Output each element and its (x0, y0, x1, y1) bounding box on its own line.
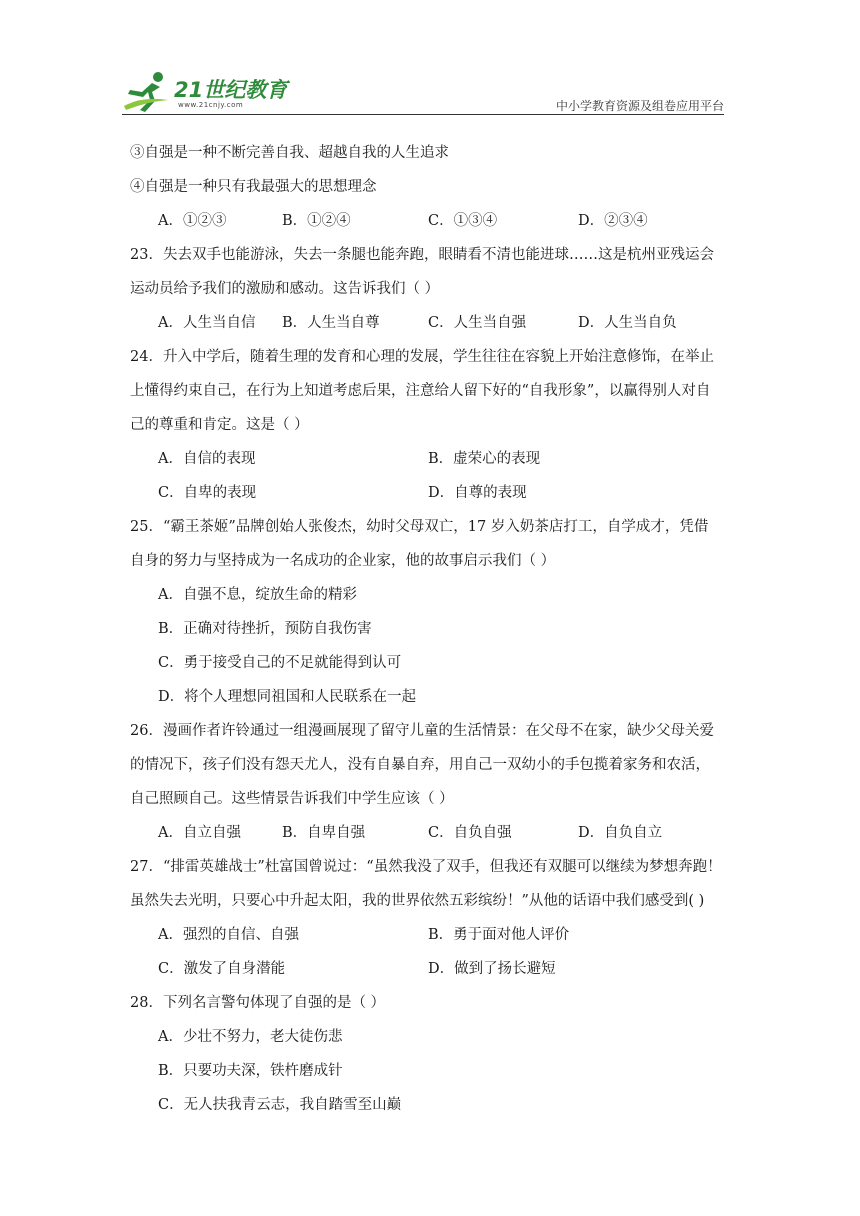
option-d: D．人生当自负 (578, 315, 677, 331)
logo-url: www.21cnjy.com (178, 101, 244, 109)
option-b: B．人生当自尊 (282, 315, 380, 331)
platform-name: 中小学教育资源及组卷应用平台 (555, 99, 724, 113)
statement-3: ③自强是一种不断完善自我、超越自我的人生追求 (130, 145, 449, 161)
q26-stem-line-2: 的情况下，孩子们没有怨天尤人，没有自暴自弃，用自己一双幼小的手包揽着家务和农活， (130, 757, 710, 773)
option-b: B．勇于面对他人评价 (428, 927, 570, 943)
q25-stem-line-2: 自身的努力与坚持成为一名成功的企业家，他的故事启示我们（ ） (130, 553, 556, 569)
statement-4: ④自强是一种只有我最强大的思想理念 (130, 179, 377, 195)
option-b: B．只要功夫深，铁杵磨成针 (158, 1063, 343, 1079)
option-a: A．少壮不努力，老大徒伤悲 (158, 1029, 343, 1045)
option-b: B．自卑自强 (282, 825, 366, 841)
q23-stem-line-2: 运动员给予我们的激励和感动。这告诉我们（ ） (130, 281, 440, 297)
option-d: D．做到了扬长避短 (428, 961, 556, 977)
option-b: B．①②④ (282, 213, 351, 229)
q25-stem-line-1: 25．“霸王茶姬”品牌创始人张俊杰，幼时父母双亡，17 岁入奶茶店打工，自学成才，凭借 (130, 519, 709, 535)
q26-options (130, 816, 740, 850)
logo (122, 70, 292, 114)
option-a: A．自信的表现 (158, 451, 256, 467)
option-c: C．人生当自强 (428, 315, 527, 331)
option-c: C．自卑的表现 (158, 485, 257, 501)
q24-options-row-2 (130, 476, 740, 510)
option-a: A．自强不息，绽放生命的精彩 (158, 587, 357, 603)
page-header (122, 66, 724, 116)
option-b: B．虚荣心的表现 (428, 451, 541, 467)
q26-stem-line-3: 自己照顾自己。这些情景告诉我们中学生应该（ ） (130, 791, 454, 807)
q27-options-row-1 (130, 918, 740, 952)
option-a: A．①②③ (158, 213, 227, 229)
option-c: C．勇于接受自己的不足就能得到认可 (158, 655, 402, 671)
q27-stem-line-1: 27．“排雷英雄战士”杜富国曾说过：“虽然我没了双手，但我还有双腿可以继续为梦想奔跑！ (130, 859, 722, 875)
option-a: A．强烈的自信、自强 (158, 927, 299, 943)
q22-options (130, 204, 740, 238)
option-a: A．人生当自信 (158, 315, 256, 331)
option-c: C．激发了自身潜能 (158, 961, 286, 977)
q24-stem-line-3: 己的尊重和肯定。这是（ ） (130, 417, 309, 433)
header-divider (122, 114, 724, 115)
option-a: A．自立自强 (158, 825, 241, 841)
option-b: B．正确对待挫折，预防自我伤害 (158, 621, 372, 637)
q23-options (130, 306, 740, 340)
q26-stem-line-1: 26．漫画作者许铃通过一组漫画展现了留守儿童的生活情景：在父母不在家，缺少父母关爱 (130, 723, 714, 739)
option-d: D．②③④ (578, 213, 648, 229)
option-d: D．将个人理想同祖国和人民联系在一起 (158, 689, 417, 705)
q24-stem-line-1: 24．升入中学后，随着生理的发育和心理的发展，学生往往在容貌上开始注意修饰，在举止 (130, 349, 714, 365)
question-content (130, 136, 740, 1122)
option-c: C．①③④ (428, 213, 498, 229)
option-c: C．自负自强 (428, 825, 512, 841)
runner-logo-icon (122, 70, 174, 114)
option-d: D．自尊的表现 (428, 485, 527, 501)
option-c: C．无人扶我青云志，我自踏雪至山巅 (158, 1097, 402, 1113)
q27-options-row-2 (130, 952, 740, 986)
q24-options-row-1 (130, 442, 740, 476)
q23-stem-line-1: 23．失去双手也能游泳，失去一条腿也能奔跑，眼睛看不清也能进球……这是杭州亚残运会 (130, 247, 714, 263)
q24-stem-line-2: 上懂得约束自己，在行为上知道考虑后果，注意给人留下好的“自我形象”，以赢得别人对自 (130, 383, 711, 399)
q27-stem-line-2: 虽然失去光明，只要心中升起太阳，我的世界依然五彩缤纷！”从他的话语中我们感受到( ) (130, 893, 705, 909)
option-d: D．自负自立 (578, 825, 663, 841)
q28-stem: 28．下列名言警句体现了自强的是（ ） (130, 995, 386, 1011)
logo-text: 21世纪教育 (174, 78, 288, 102)
